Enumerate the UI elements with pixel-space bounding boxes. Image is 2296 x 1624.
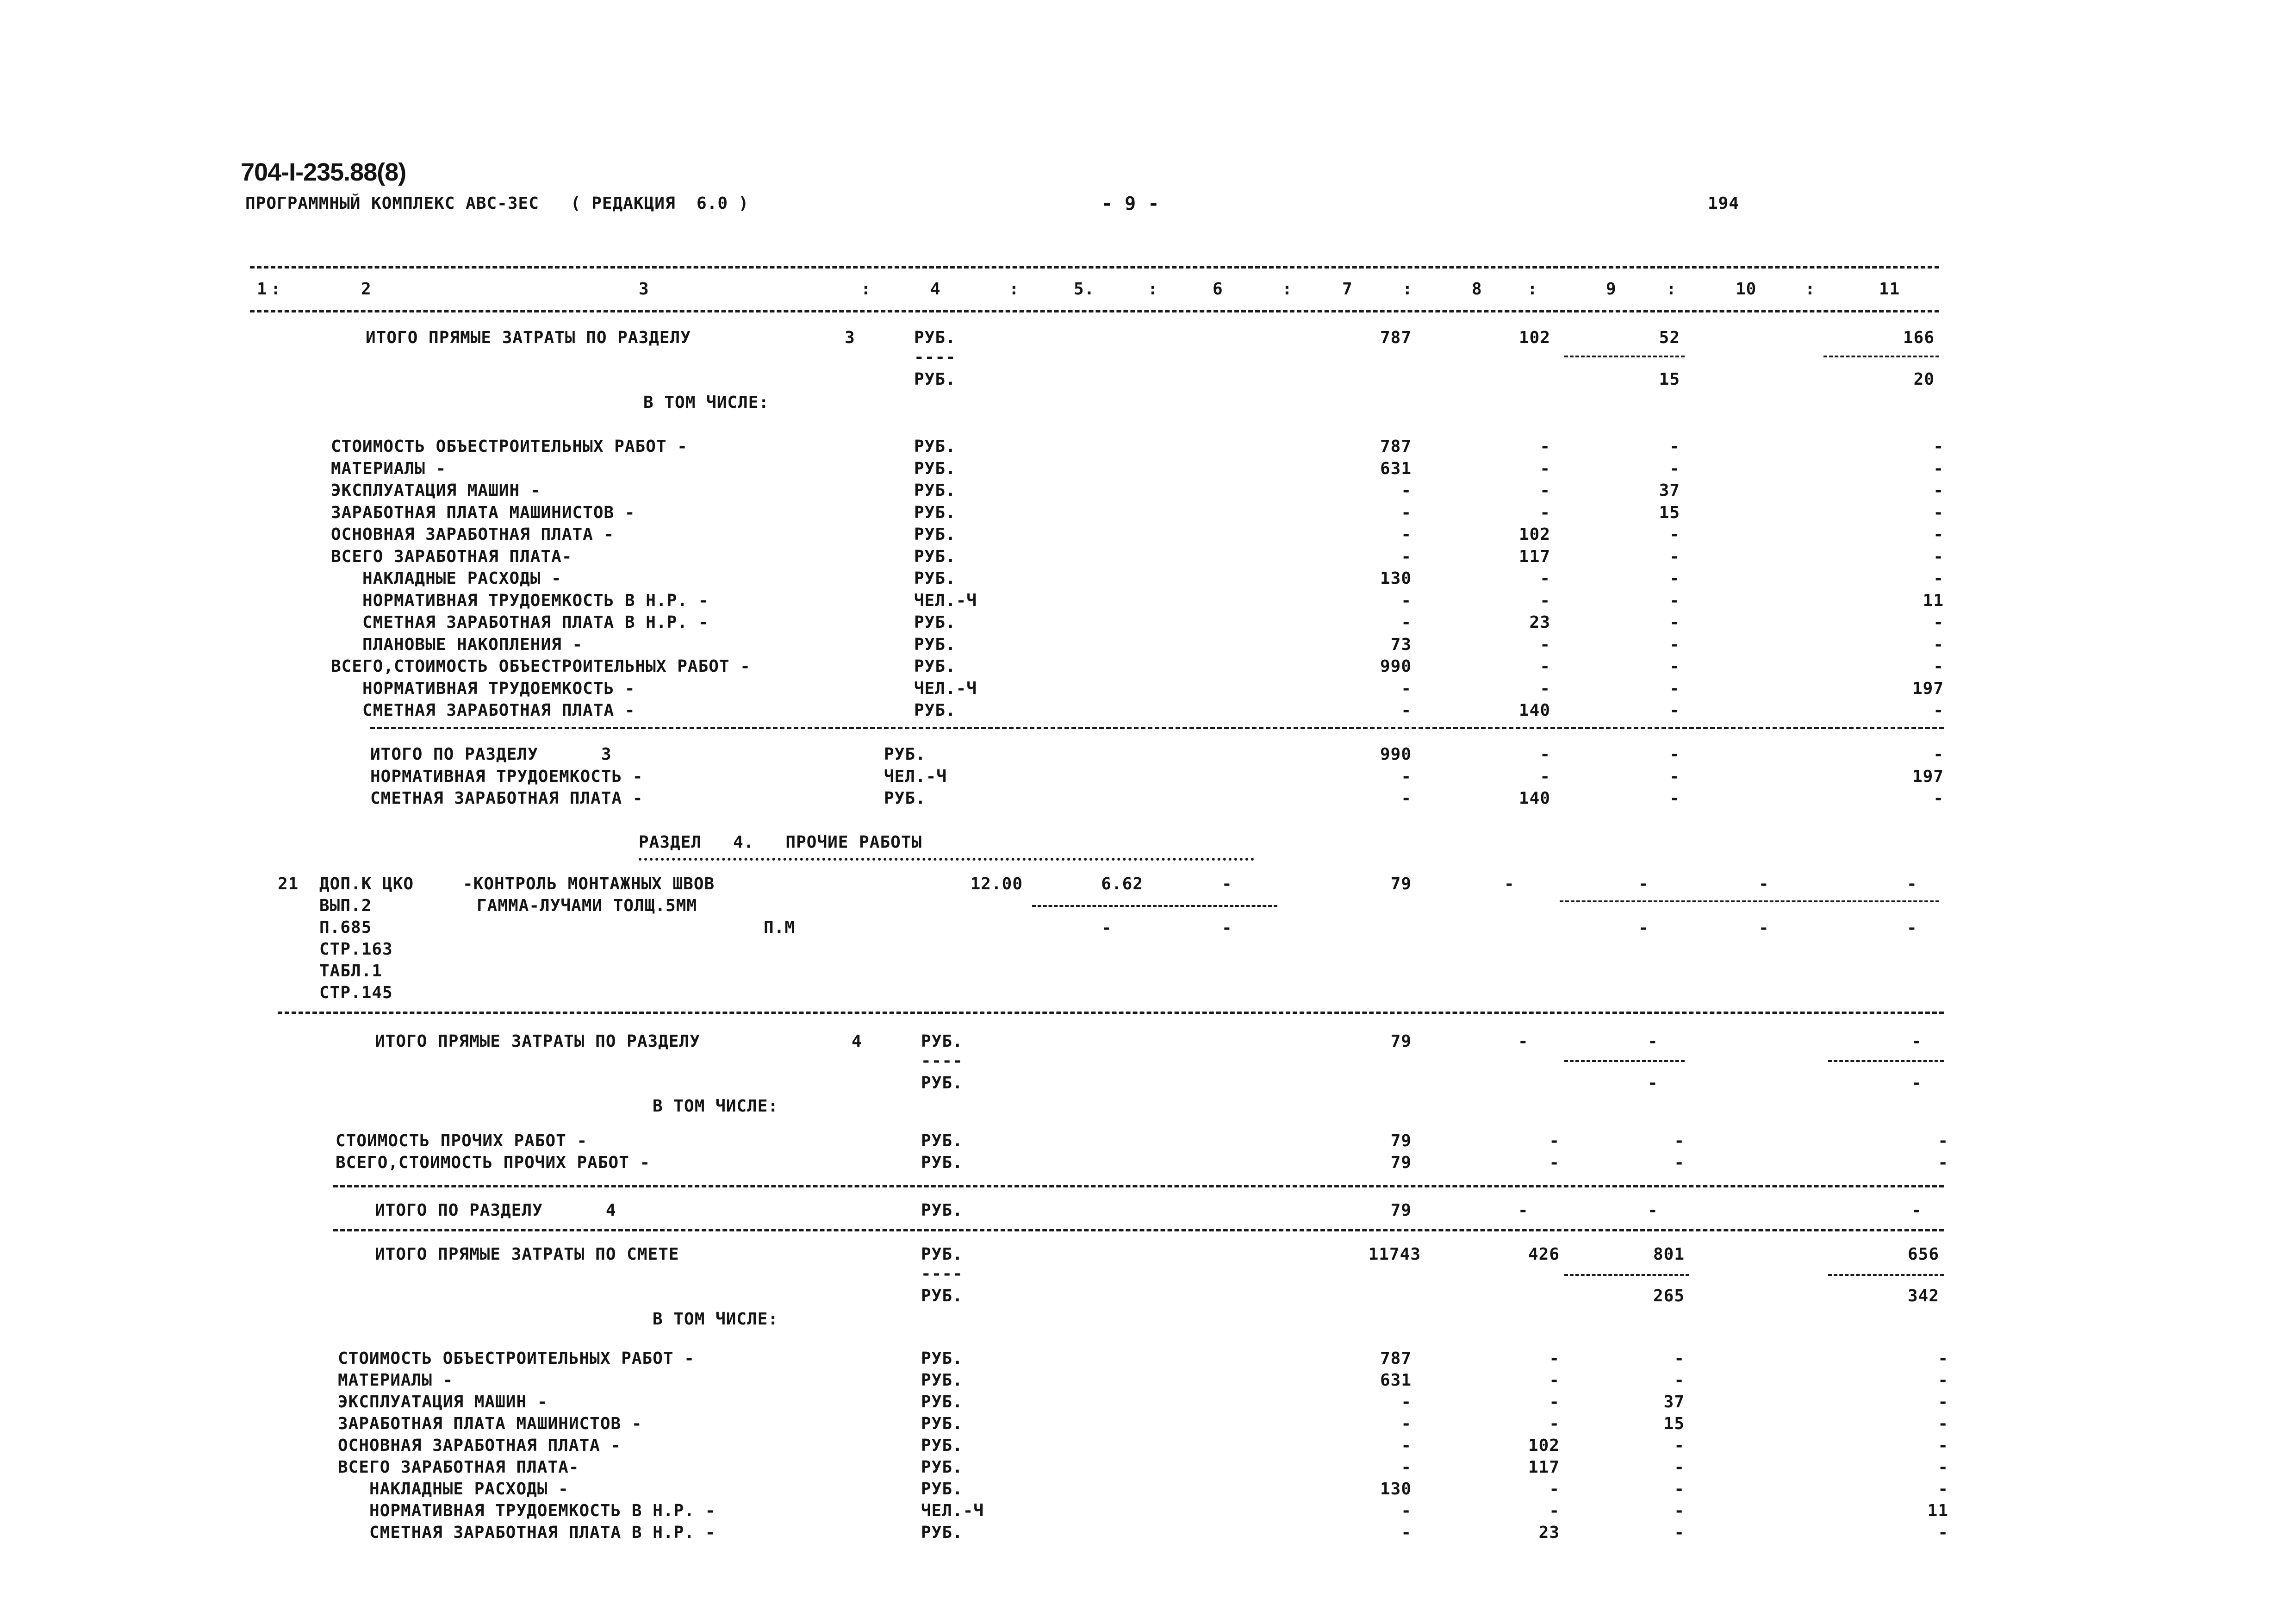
row-unit: РУБ. (921, 1371, 963, 1390)
row-c8: - (1540, 437, 1550, 456)
row-c7: - (1401, 767, 1412, 786)
item-reference-line: П.685 (319, 918, 372, 937)
row-c8: - (1540, 679, 1550, 698)
section3-total-c9b: 15 (1659, 370, 1680, 389)
row-c11: - (1938, 1458, 1948, 1477)
row-label: СМЕТНАЯ ЗАРАБОТНАЯ ПЛАТА В Н.Р. - (338, 1523, 716, 1542)
section4-including-heading: В ТОМ ЧИСЛЕ: (653, 1097, 779, 1116)
row-unit: РУБ. (921, 1523, 963, 1542)
row-label: СМЕТНАЯ ЗАРАБОТНАЯ ПЛАТА - (370, 789, 643, 808)
row-label: ВСЕГО ЗАРАБОТНАЯ ПЛАТА- (338, 1458, 579, 1477)
column-header-sep: : (271, 280, 281, 299)
row-c11: - (1938, 1414, 1948, 1433)
row-label: ЗАРАБОТНАЯ ПЛАТА МАШИНИСТОВ - (338, 1414, 642, 1433)
row-c8: 23 (1529, 613, 1550, 632)
row-c7: - (1401, 503, 1412, 522)
row-c7: - (1401, 701, 1412, 720)
row-c7: - (1401, 1523, 1412, 1542)
column-header-4: 4 (930, 280, 941, 299)
column-header-sep: : (1527, 280, 1538, 299)
row-c8: - (1540, 745, 1550, 764)
row-label: НОРМАТИВНАЯ ТРУДОЕМКОСТЬ В Н.Р. - (338, 1501, 716, 1520)
row-unit: РУБ. (914, 569, 956, 588)
row-unit: РУБ. (914, 613, 956, 632)
item-c9: - (1638, 874, 1649, 893)
section3-total-number: 3 (845, 328, 855, 347)
row-label: ЭКСПЛУАТАЦИЯ МАШИН - (331, 481, 541, 500)
column-header-sep: : (1009, 280, 1020, 299)
row-c9: - (1674, 1153, 1685, 1172)
row-c11: - (1933, 569, 1944, 588)
row-c8: 102 (1518, 525, 1550, 544)
row-c11: - (1938, 1349, 1948, 1368)
section3-total-c7: 787 (1380, 328, 1412, 347)
row-c8: - (1540, 459, 1550, 478)
row-unit: ЧЕЛ.-Ч (921, 1501, 984, 1520)
item-quantity-unit: П.М (764, 918, 796, 937)
row-c8: - (1549, 1480, 1560, 1499)
row-unit: РУБ. (914, 503, 956, 522)
item-reference-line: СТР.163 (319, 940, 393, 959)
row-c11: - (1933, 745, 1944, 764)
row-c9: - (1674, 1371, 1685, 1390)
row-label: НАКЛАДНЫЕ РАСХОДЫ - (338, 1480, 569, 1499)
row-unit: РУБ. (921, 1458, 963, 1477)
section3-including-heading: В ТОМ ЧИСЛЕ: (643, 393, 770, 412)
section3-total-unit: РУБ. (914, 328, 956, 347)
row-label: СМЕТНАЯ ЗАРАБОТНАЯ ПЛАТА В Н.Р. - (331, 613, 709, 632)
grand-total-c9b: 265 (1653, 1287, 1685, 1305)
row-c8: - (1540, 635, 1550, 654)
row-unit: РУБ. (921, 1480, 963, 1499)
row-c11: 11 (1923, 591, 1944, 610)
row-c8: 117 (1518, 547, 1550, 566)
row-c7: - (1401, 789, 1412, 808)
section3-total-c8: 102 (1518, 328, 1550, 347)
row-label: ОСНОВНАЯ ЗАРАБОТНАЯ ПЛАТА - (331, 525, 615, 544)
row-label: ЗАРАБОТНАЯ ПЛАТА МАШИНИСТОВ - (331, 503, 635, 522)
row-c9: - (1669, 437, 1680, 456)
row-c8: 102 (1528, 1436, 1560, 1455)
column-header-2: 2 (361, 280, 372, 299)
row-c11: - (1933, 657, 1944, 676)
row-c7: 130 (1380, 569, 1412, 588)
grand-including-heading: В ТОМ ЧИСЛЕ: (653, 1310, 779, 1329)
section4-subtotal-label: ИТОГО ПО РАЗДЕЛУ 4 (375, 1201, 616, 1220)
header-bottom-rule (250, 310, 1939, 312)
row-c7: - (1401, 591, 1412, 610)
row-label: СТОИМОСТЬ ОБЪЕСТРОИТЕЛЬНЫХ РАБОТ - (338, 1349, 695, 1368)
row-label: ВСЕГО ЗАРАБОТНАЯ ПЛАТА- (331, 547, 572, 566)
section3-total-unit-2: РУБ. (914, 370, 956, 389)
column-header-3: 3 (639, 280, 649, 299)
row-unit: ЧЕЛ.-Ч (884, 767, 947, 786)
row-c7: - (1401, 481, 1412, 500)
row-c8: - (1540, 503, 1550, 522)
row-c7: - (1401, 613, 1412, 632)
column-header-6: 6 (1213, 280, 1223, 299)
section4-subtotal-c7: 79 (1390, 1201, 1412, 1220)
row-c11: 197 (1912, 679, 1944, 698)
row-unit: РУБ. (914, 525, 956, 544)
row-c9: 37 (1659, 481, 1680, 500)
section4-total-c8: - (1518, 1032, 1529, 1051)
section3-subtotal-rule (370, 727, 1944, 729)
row-c11: - (1938, 1523, 1948, 1542)
row-c7: 990 (1380, 745, 1412, 764)
section3-total-label: ИТОГО ПРЯМЫЕ ЗАТРАТЫ ПО РАЗДЕЛУ (366, 328, 691, 347)
row-unit: РУБ. (914, 481, 956, 500)
grand-total-c7: 11743 (1368, 1245, 1421, 1264)
row-c11: - (1933, 789, 1944, 808)
section4-total-unit-2: РУБ. (921, 1074, 963, 1093)
row-c9: - (1669, 525, 1680, 544)
row-unit: ЧЕЛ.-Ч (914, 591, 977, 610)
row-c9: - (1669, 745, 1680, 764)
grand-total-c8: 426 (1528, 1245, 1560, 1264)
row-unit: РУБ. (921, 1414, 963, 1433)
row-c8: 117 (1528, 1458, 1560, 1477)
row-c9: - (1669, 679, 1680, 698)
item-description-1: -КОНТРОЛЬ МОНТАЖНЫХ ШВОВ (463, 874, 715, 893)
column-header-10: 10 (1736, 280, 1757, 299)
row-c8: - (1549, 1131, 1560, 1150)
section4-subtotal-unit: РУБ. (921, 1201, 963, 1220)
column-header-11: 11 (1879, 280, 1900, 299)
row-label: ПЛАНОВЫЕ НАКОПЛЕНИЯ - (331, 635, 583, 654)
document-code: 704-I-235.88(8) (241, 158, 406, 186)
row-c7: - (1401, 1501, 1412, 1520)
row-c8: - (1549, 1414, 1560, 1433)
row-c11: - (1938, 1480, 1948, 1499)
item-c10-sub: - (1759, 918, 1769, 937)
section4-heading: РАЗДЕЛ 4. ПРОЧИЕ РАБОТЫ (639, 833, 922, 852)
row-unit: РУБ. (921, 1436, 963, 1455)
section4-subtotal-c11: - (1911, 1201, 1922, 1220)
grand-c11-divider (1828, 1274, 1944, 1276)
item-c10: - (1759, 874, 1769, 893)
row-c9: 37 (1663, 1393, 1685, 1412)
row-c7: 79 (1390, 1153, 1412, 1172)
row-label: СМЕТНАЯ ЗАРАБОТНАЯ ПЛАТА - (331, 701, 635, 720)
item-number: 21 (278, 874, 299, 893)
row-unit: РУБ. (884, 789, 926, 808)
row-c11: - (1938, 1153, 1948, 1172)
row-c8: - (1540, 569, 1550, 588)
row-c9: - (1674, 1436, 1685, 1455)
column-header-1: 1 (257, 280, 268, 299)
item-reference-line: ТАБЛ.1 (319, 962, 383, 981)
row-c8: - (1549, 1349, 1560, 1368)
row-c9: 15 (1659, 503, 1680, 522)
row-c9: - (1669, 569, 1680, 588)
row-label: ЭКСПЛУАТАЦИЯ МАШИН - (338, 1393, 548, 1412)
row-c8: 23 (1538, 1523, 1560, 1542)
row-label: МАТЕРИАЛЫ - (331, 459, 447, 478)
row-c7: 73 (1390, 635, 1412, 654)
item-reference-line: СТР.145 (319, 983, 393, 1002)
section4-subtotal-c8: - (1518, 1201, 1529, 1220)
row-unit: РУБ. (921, 1393, 963, 1412)
row-c9: - (1674, 1349, 1685, 1368)
grand-total-label: ИТОГО ПРЯМЫЕ ЗАТРАТЫ ПО СМЕТЕ (375, 1245, 679, 1264)
section4-total-c9b: - (1648, 1074, 1658, 1093)
grand-total-c11b: 342 (1907, 1287, 1939, 1305)
row-c7: 787 (1380, 437, 1412, 456)
section4-total-label: ИТОГО ПРЯМЫЕ ЗАТРАТЫ ПО РАЗДЕЛУ (375, 1032, 700, 1051)
row-c11: - (1933, 701, 1944, 720)
section3-total-c11: 166 (1903, 328, 1935, 347)
row-c11: - (1933, 437, 1944, 456)
row-unit: РУБ. (914, 547, 956, 566)
row-c11: - (1933, 481, 1944, 500)
page-marker: - 9 - (1101, 193, 1160, 214)
row-c11: - (1938, 1131, 1948, 1150)
row-c7: - (1401, 525, 1412, 544)
row-c8: - (1549, 1371, 1560, 1390)
row-c11: - (1933, 547, 1944, 566)
item-quantity: 12.00 (970, 874, 1023, 893)
row-c7: - (1401, 547, 1412, 566)
row-c7: 787 (1380, 1349, 1412, 1368)
row-c8: 140 (1518, 789, 1550, 808)
item-c8: - (1504, 874, 1515, 893)
row-c8: 140 (1518, 701, 1550, 720)
row-c8: - (1549, 1153, 1560, 1172)
row-c9: - (1669, 701, 1680, 720)
row-unit: РУБ. (914, 701, 956, 720)
row-c7: 990 (1380, 657, 1412, 676)
row-c9: - (1669, 547, 1680, 566)
row-unit: ЧЕЛ.-Ч (914, 679, 977, 698)
row-c9: - (1674, 1131, 1685, 1150)
grand-total-unit-2: РУБ. (921, 1287, 963, 1305)
row-c7: - (1401, 1436, 1412, 1455)
column-header-8: 8 (1472, 280, 1482, 299)
row-c8: - (1540, 767, 1550, 786)
row-c8: - (1549, 1393, 1560, 1412)
section3-unit-dash: ---- (914, 348, 956, 367)
row-c7: 130 (1380, 1480, 1412, 1499)
column-header-sep: : (1402, 280, 1413, 299)
row-c9: - (1669, 591, 1680, 610)
item-c6: - (1222, 874, 1232, 893)
row-c9: - (1669, 767, 1680, 786)
section4-subtotal-rule-top (333, 1185, 1944, 1187)
column-header-5: 5. (1074, 280, 1095, 299)
row-c9: - (1674, 1501, 1685, 1520)
row-label: НАКЛАДНЫЕ РАСХОДЫ - (331, 569, 562, 588)
row-c9: - (1674, 1523, 1685, 1542)
row-c7: - (1401, 1458, 1412, 1477)
row-label: ИТОГО ПО РАЗДЕЛУ 3 (370, 745, 612, 764)
page-number: 194 (1708, 194, 1740, 213)
row-unit: РУБ. (914, 635, 956, 654)
top-rule (250, 266, 1939, 269)
item-c6-sub: - (1222, 918, 1232, 937)
row-c9: - (1669, 613, 1680, 632)
section4-total-c7: 79 (1390, 1032, 1412, 1051)
grand-total-unit: РУБ. (921, 1245, 963, 1264)
section4-total-unit: РУБ. (921, 1032, 963, 1051)
c11-divider (1823, 356, 1939, 357)
column-header-sep: : (861, 280, 871, 299)
section4-c11-divider (1828, 1060, 1944, 1062)
row-label: ВСЕГО,СТОИМОСТЬ ОБЪЕСТРОИТЕЛЬНЫХ РАБОТ - (331, 657, 751, 676)
row-c9: - (1669, 635, 1680, 654)
row-unit: РУБ. (884, 745, 926, 764)
row-c11: - (1938, 1436, 1948, 1455)
row-c8: - (1540, 591, 1550, 610)
row-label: НОРМАТИВНАЯ ТРУДОЕМКОСТЬ В Н.Р. - (331, 591, 709, 610)
row-label: НОРМАТИВНАЯ ТРУДОЕМКОСТЬ - (331, 679, 635, 698)
program-caption: ПРОГРАММНЫЙ КОМПЛЕКС АВС-3ЕС ( РЕДАКЦИЯ 6.0 ) (245, 194, 749, 213)
item-c11-sub: - (1907, 918, 1917, 937)
column-header-sep: : (1148, 280, 1158, 299)
row-unit: РУБ. (921, 1131, 963, 1150)
row-label: СТОИМОСТЬ ОБЪЕСТРОИТЕЛЬНЫХ РАБОТ - (331, 437, 688, 456)
grand-total-c9: 801 (1653, 1245, 1685, 1264)
row-c7: - (1401, 1414, 1412, 1433)
row-label: НОРМАТИВНАЯ ТРУДОЕМКОСТЬ - (370, 767, 643, 786)
column-header-sep: : (1666, 280, 1677, 299)
item-c9-sub: - (1638, 918, 1649, 937)
item-c11: - (1907, 874, 1917, 893)
row-c9: - (1674, 1480, 1685, 1499)
row-c11: - (1938, 1393, 1948, 1412)
row-c7: - (1401, 1393, 1412, 1412)
row-c7: 631 (1380, 459, 1412, 478)
row-unit: РУБ. (921, 1349, 963, 1368)
row-c11: 11 (1927, 1501, 1948, 1520)
section4-subtotal-c9: - (1648, 1201, 1658, 1220)
section4-subtotal-rule-bottom (333, 1229, 1944, 1231)
row-c9: - (1674, 1458, 1685, 1477)
row-unit: РУБ. (914, 657, 956, 676)
row-c9: 15 (1663, 1414, 1685, 1433)
section4-heading-underline (639, 858, 1254, 861)
row-c11: - (1933, 525, 1944, 544)
grand-unit-dash: ---- (921, 1264, 963, 1283)
c9-divider (1564, 356, 1685, 357)
item-description-2: ГАММА-ЛУЧАМИ ТОЛЩ.5ММ (477, 896, 697, 915)
row-c11: - (1933, 613, 1944, 632)
row-c11: - (1933, 503, 1944, 522)
row-c8: - (1540, 481, 1550, 500)
column-header-sep: : (1282, 280, 1293, 299)
row-unit: РУБ. (921, 1153, 963, 1172)
item-unit-price: 6.62 (1101, 874, 1143, 893)
row-c9: - (1669, 657, 1680, 676)
section4-c9-divider (1564, 1060, 1685, 1062)
row-c7: - (1401, 679, 1412, 698)
item-c7: 79 (1390, 874, 1412, 893)
row-c8: - (1540, 657, 1550, 676)
grand-c9-divider (1564, 1274, 1689, 1276)
row-c9: - (1669, 789, 1680, 808)
row-label: ВСЕГО,СТОИМОСТЬ ПРОЧИХ РАБОТ - (336, 1153, 651, 1172)
section4-total-c11: - (1911, 1032, 1922, 1051)
row-c11: - (1938, 1371, 1948, 1390)
row-c9: - (1669, 459, 1680, 478)
column-header-7: 7 (1342, 280, 1353, 299)
item-price-sub: - (1101, 918, 1112, 937)
row-c11: 197 (1912, 767, 1944, 786)
item-price-divider (1032, 905, 1277, 907)
row-label: СТОИМОСТЬ ПРОЧИХ РАБОТ - (336, 1131, 588, 1150)
row-c11: - (1933, 459, 1944, 478)
section3-total-c11b: 20 (1913, 370, 1935, 389)
row-label: ОСНОВНАЯ ЗАРАБОТНАЯ ПЛАТА - (338, 1436, 622, 1455)
row-unit: РУБ. (914, 437, 956, 456)
column-header-9: 9 (1606, 280, 1617, 299)
row-label: МАТЕРИАЛЫ - (338, 1371, 454, 1390)
item-reference-line: ВЫП.2 (319, 896, 372, 915)
row-c7: 631 (1380, 1371, 1412, 1390)
item-c9-c11-divider (1560, 900, 1939, 902)
section4-unit-dash: ---- (921, 1051, 963, 1070)
grand-total-c11: 656 (1907, 1245, 1939, 1264)
section4-total-c11b: - (1911, 1074, 1922, 1093)
row-c7: 79 (1390, 1131, 1412, 1150)
row-c8: - (1549, 1501, 1560, 1520)
row-c11: - (1933, 635, 1944, 654)
item-reference-line: ДОП.К ЦКО (319, 874, 414, 893)
section4-item-bottom-rule (278, 1012, 1944, 1014)
row-unit: РУБ. (914, 459, 956, 478)
column-header-sep: : (1805, 280, 1816, 299)
section3-total-c9: 52 (1659, 328, 1680, 347)
section4-total-c9: - (1648, 1032, 1658, 1051)
section4-total-number: 4 (852, 1032, 862, 1051)
